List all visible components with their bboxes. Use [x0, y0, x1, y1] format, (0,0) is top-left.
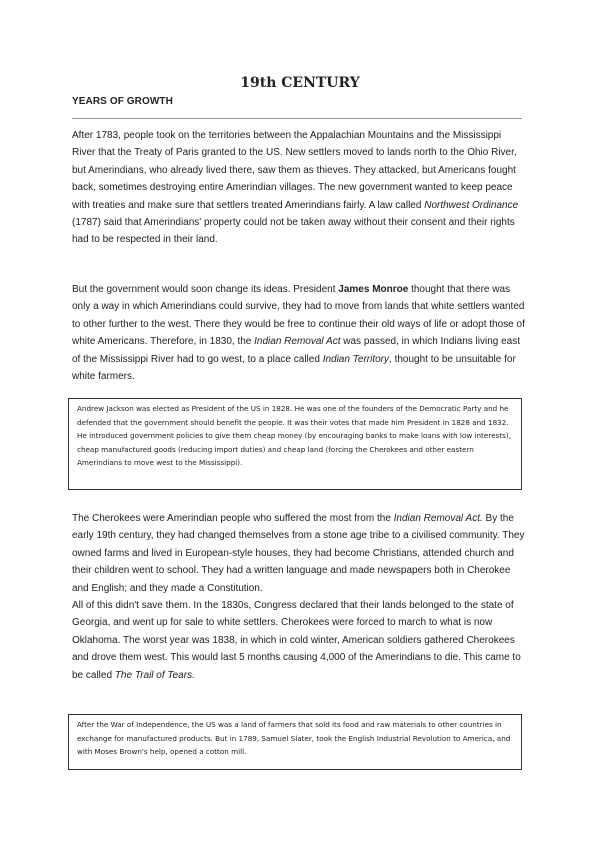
paragraph-text	[72, 281, 527, 385]
paragraph-cherokees	[72, 510, 527, 684]
andrew-jackson-box	[68, 398, 522, 490]
italic-term: Northwest Ordinance	[424, 199, 519, 211]
paragraph-text	[72, 510, 527, 597]
page-title: 19th CENTURY	[240, 75, 360, 91]
italic-term: Indian Territory	[322, 353, 390, 365]
text-run: All of this didn't save them. In the 1830s, Congress declared that their lands belonged to the state of Georgia, and went up for sale to white settlers. Cherokees were forced to march to what is now Oklahoma. The worst year was 1838, in which in cold winter, American soldiers gathered Cherokees and drove them west. This would last 5 months causing 4,000 of the Amerindians to die. This came to be called	[72, 600, 521, 681]
italic-term: Indian Removal Act	[254, 336, 341, 348]
text-run: , thought to be unsuitable for white farmers.	[72, 353, 516, 383]
industrial-revolution-box	[68, 714, 522, 770]
text-run: The Cherokees were Amerindian people who suffered the most from the	[72, 513, 394, 524]
text-run: (1787) said that Amerindians' property could not be taken away without their consent and their rights had to be respected in their land.	[72, 217, 515, 246]
text-run: But the government would soon change its ideas. President	[72, 284, 339, 295]
italic-term: Indian Removal Act.	[393, 513, 483, 524]
text-run: By the early 19th century, they had changed themselves from a stone age tribe to a civilised community. They owned farms and lived in European-style houses, they had become Christians, attended church and their children went to school. They had a written language and made newspapers both in Cherokee and English; and they made a Constitution.	[72, 513, 525, 594]
paragraph-northwest-ordinance	[72, 127, 527, 249]
box-text: After the War of Independence, the US was a land of farmers that sold its food and raw materials to other countries in exchange for manufactured products. But in 1789, Samuel Slater, took the English Industrial Revolution to America, and with Moses Brown's help, opened a cotton mill.	[77, 720, 511, 757]
header-divider	[72, 118, 522, 119]
text-run: thought that there was only a way in which Amerindians could survive, they had to move from lands that white settlers wanted to other further to the west. There they would be free to continue their old ways of life or adopt those of white Americans. Therefore, in 1830, the	[72, 284, 525, 348]
paragraph-text	[72, 127, 527, 249]
paragraph-text	[72, 597, 527, 684]
box-text: Andrew Jackson was elected as President of the US in 1828. He was one of the founders of the Democratic Party and he defended that the government should benefit the people. It was their votes that made him President in 1828 and 1832. He introduced government policies to give them cheap money (by encouraging banks to make loans with low interests), cheap manufactured goods (reducing import duties) and cheap land (forcing the Cherokees and other eastern Amerindians to move west to the Mississippi).	[77, 404, 511, 468]
text-run: was passed, in which Indians living east of the Mississippi River had to go west, to a place called	[72, 336, 521, 365]
paragraph-indian-removal	[72, 281, 527, 385]
italic-term: The Trail of Tears.	[114, 669, 195, 681]
bold-name: James Monroe	[338, 284, 409, 295]
section-subtitle: YEARS OF GROWTH	[72, 96, 173, 107]
text-run: After 1783, people took on the territories between the Appalachian Mountains and the Mississippi River that the Treaty of Paris granted to the US. New settlers moved to lands north to the Ohio River, but Amerindians, who already lived there, saw them as thieves. They attacked, but Americans fought back, sometimes destroying entire Amerindian villages. The new government wanted to keep peace with treaties and make sure that settlers treated Amerindians fairly. A law called	[72, 130, 517, 211]
